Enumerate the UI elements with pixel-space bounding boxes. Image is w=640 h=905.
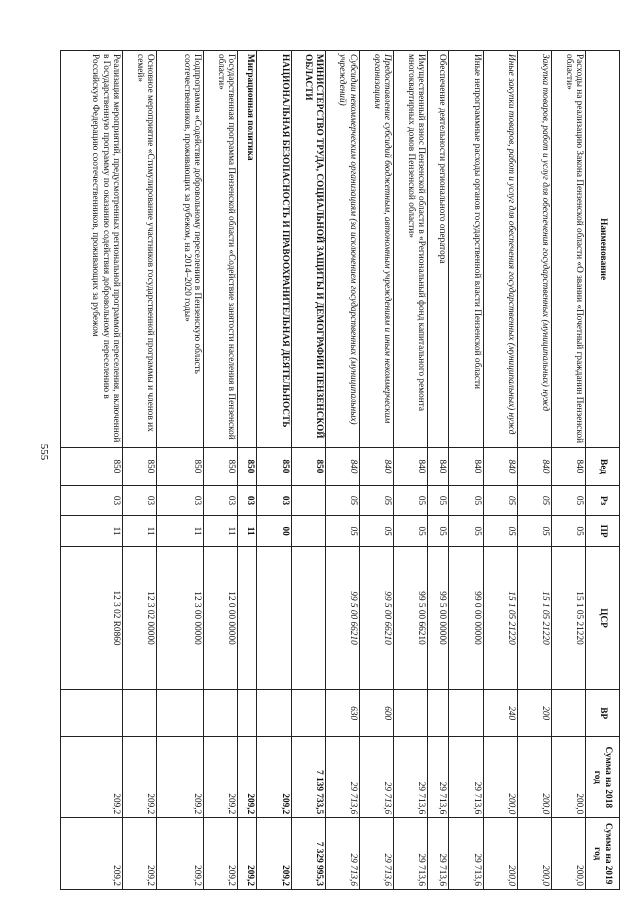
- cell-sum-2019: 29 713,6: [359, 818, 393, 890]
- cell-sum-2018: 200,0: [517, 737, 551, 818]
- cell-pr: [291, 516, 325, 547]
- cell-vr: 240: [483, 690, 517, 737]
- cell-pr: 00: [257, 516, 291, 547]
- cell-vr: [428, 690, 449, 737]
- cell-csr: 12 3 02 R0860: [61, 546, 123, 689]
- cell-vr: 630: [325, 690, 359, 737]
- cell-ved: 840: [449, 448, 483, 486]
- cell-ved: 850: [157, 448, 204, 486]
- cell-rz: 03: [157, 485, 204, 516]
- cell-csr: 99 5 00 00000: [428, 546, 449, 689]
- cell-sum-2019: 200,0: [517, 818, 551, 890]
- cell-rz: 03: [257, 485, 291, 516]
- cell-sum-2019: 200,0: [551, 818, 585, 890]
- table-row: [257, 51, 291, 890]
- cell-name: Иные непрограммные расходы органов государственной власти Пензенской области: [449, 51, 483, 448]
- cell-sum-2019: 209,2: [157, 818, 204, 890]
- header-pr: ПР: [586, 516, 620, 547]
- cell-csr: 99 5 00 66210: [325, 546, 359, 689]
- cell-name: Субсидии некоммерческим организациям (за исключением государственных (муниципальных) учреждений): [325, 51, 359, 448]
- cell-vr: [122, 690, 156, 737]
- cell-ved: 850: [291, 448, 325, 486]
- cell-ved: 840: [325, 448, 359, 486]
- header-sum-2018: Сумма на 2018 год: [586, 737, 620, 818]
- table-row: [122, 51, 156, 890]
- cell-rz: 03: [238, 485, 257, 516]
- cell-ved: 840: [428, 448, 449, 486]
- cell-csr: 99 5 00 66210: [393, 546, 427, 689]
- budget-table-rotated: [60, 50, 620, 890]
- cell-vr: [449, 690, 483, 737]
- cell-rz: 05: [449, 485, 483, 516]
- cell-pr: 11: [238, 516, 257, 547]
- cell-sum-2019: 209,2: [238, 818, 257, 890]
- cell-rz: 05: [517, 485, 551, 516]
- page-number: 555: [38, 443, 50, 461]
- cell-pr: 05: [483, 516, 517, 547]
- cell-name: Имущественный взнос Пензенской области в «Региональный фонд капитального ремонта многоквартирных домов Пензенской области»: [393, 51, 427, 448]
- cell-vr: 200: [517, 690, 551, 737]
- cell-vr: [257, 690, 291, 737]
- cell-name: Закупка товаров, работ и услуг для обеспечения государственных (муниципальных) нужд: [517, 51, 551, 448]
- cell-rz: 05: [325, 485, 359, 516]
- cell-rz: [291, 485, 325, 516]
- cell-sum-2019: 209,2: [204, 818, 238, 890]
- table-row: [551, 51, 585, 890]
- cell-csr: 12 3 00 00000: [157, 546, 204, 689]
- cell-vr: 600: [359, 690, 393, 737]
- cell-sum-2019: 209,2: [257, 818, 291, 890]
- cell-sum-2019: 209,2: [61, 818, 123, 890]
- cell-sum-2019: 29 713,6: [428, 818, 449, 890]
- table-row: [238, 51, 257, 890]
- cell-sum-2018: 200,0: [483, 737, 517, 818]
- cell-ved: 840: [551, 448, 585, 486]
- cell-sum-2018: 29 713,6: [325, 737, 359, 818]
- cell-csr: 99 0 00 00000: [449, 546, 483, 689]
- table-row: [157, 51, 204, 890]
- cell-csr: [257, 546, 291, 689]
- cell-csr: 12 0 00 00000: [204, 546, 238, 689]
- header-vr: ВР: [586, 690, 620, 737]
- header-ved: Вед: [586, 448, 620, 486]
- cell-pr: 05: [449, 516, 483, 547]
- cell-pr: 05: [325, 516, 359, 547]
- cell-ved: 850: [238, 448, 257, 486]
- cell-ved: 840: [517, 448, 551, 486]
- cell-sum-2018: 29 713,6: [393, 737, 427, 818]
- cell-sum-2018: 29 713,6: [428, 737, 449, 818]
- cell-name: МИНИСТЕРСТВО ТРУДА, СОЦИАЛЬНОЙ ЗАЩИТЫ И ДЕМОГРАФИИ ПЕНЗЕНСКОЙ ОБЛАСТИ: [291, 51, 325, 448]
- table-row: [325, 51, 359, 890]
- cell-pr: 05: [551, 516, 585, 547]
- header-row: [586, 51, 620, 890]
- cell-sum-2019: 7 329 995,3: [291, 818, 325, 890]
- cell-csr: [238, 546, 257, 689]
- cell-vr: [551, 690, 585, 737]
- cell-sum-2018: 209,2: [204, 737, 238, 818]
- cell-csr: [291, 546, 325, 689]
- cell-sum-2019: 209,2: [122, 818, 156, 890]
- table-row: [483, 51, 517, 890]
- cell-sum-2018: 209,2: [157, 737, 204, 818]
- cell-sum-2019: 29 713,6: [325, 818, 359, 890]
- cell-sum-2018: 209,2: [257, 737, 291, 818]
- cell-sum-2018: 29 713,6: [449, 737, 483, 818]
- cell-rz: 03: [122, 485, 156, 516]
- cell-pr: 05: [517, 516, 551, 547]
- cell-ved: 850: [204, 448, 238, 486]
- table-row: [449, 51, 483, 890]
- cell-sum-2018: 209,2: [238, 737, 257, 818]
- cell-name: Подпрограмма «Содействие добровольному переселению в Пензенскую область соотечественников, проживающих за рубежом, на 2014–2020 годы»: [157, 51, 204, 448]
- cell-sum-2018: 7 139 733,5: [291, 737, 325, 818]
- cell-pr: 05: [393, 516, 427, 547]
- cell-ved: 840: [393, 448, 427, 486]
- header-sum-2019: Сумма на 2019 год: [586, 818, 620, 890]
- cell-rz: 05: [428, 485, 449, 516]
- cell-pr: 11: [122, 516, 156, 547]
- header-name: Наименование: [586, 51, 620, 448]
- cell-name: Основное мероприятие «Стимулирование участников государственной программы и членов их семей»: [122, 51, 156, 448]
- cell-sum-2019: 200,0: [483, 818, 517, 890]
- cell-name: Расходы на реализацию Закона Пензенской области «О звании «Почетный гражданин Пензенской области»: [551, 51, 585, 448]
- table-row: [61, 51, 123, 890]
- cell-pr: 05: [428, 516, 449, 547]
- cell-pr: 11: [157, 516, 204, 547]
- cell-pr: 11: [61, 516, 123, 547]
- cell-sum-2019: 29 713,6: [449, 818, 483, 890]
- budget-table: [60, 50, 620, 890]
- cell-name: Реализация мероприятий, предусмотренных региональной программой переселения, включенной в Государственную программу по оказанию содействия добровольному переселению в Российскую Федерацию соотечественников, проживающих за рубежом: [61, 51, 123, 448]
- cell-rz: 05: [359, 485, 393, 516]
- cell-name: Предоставление субсидий бюджетным, автономным учреждениям и иным некоммерческим организациям: [359, 51, 393, 448]
- cell-sum-2018: 209,2: [122, 737, 156, 818]
- cell-vr: [393, 690, 427, 737]
- cell-name: Миграционная политика: [238, 51, 257, 448]
- cell-name: НАЦИОНАЛЬНАЯ БЕЗОПАСНОСТЬ И ПРАВООХРАНИТЕЛЬНАЯ ДЕЯТЕЛЬНОСТЬ: [257, 51, 291, 448]
- cell-vr: [238, 690, 257, 737]
- table-row: [517, 51, 551, 890]
- cell-ved: 840: [359, 448, 393, 486]
- cell-rz: 03: [61, 485, 123, 516]
- cell-ved: 850: [61, 448, 123, 486]
- header-rz: Рз: [586, 485, 620, 516]
- cell-rz: 05: [551, 485, 585, 516]
- cell-rz: 05: [393, 485, 427, 516]
- table-row: [359, 51, 393, 890]
- cell-csr: 15 1 05 21220: [517, 546, 551, 689]
- cell-name: Государственная программа Пензенской области «Содействие занятости населения в Пензенской области»: [204, 51, 238, 448]
- cell-name: Иные закупки товаров, работ и услуг для обеспечения государственных (муниципальных) нужд: [483, 51, 517, 448]
- cell-vr: [61, 690, 123, 737]
- cell-ved: 850: [257, 448, 291, 486]
- cell-ved: 840: [483, 448, 517, 486]
- cell-sum-2019: 29 713,6: [393, 818, 427, 890]
- table-row: [291, 51, 325, 890]
- cell-sum-2018: 200,0: [551, 737, 585, 818]
- cell-csr: 15 1 05 21220: [483, 546, 517, 689]
- cell-rz: 05: [483, 485, 517, 516]
- cell-sum-2018: 209,2: [61, 737, 123, 818]
- cell-rz: 03: [204, 485, 238, 516]
- cell-name: Обеспечение деятельности регионального оператора: [428, 51, 449, 448]
- cell-vr: [291, 690, 325, 737]
- table-row: [393, 51, 427, 890]
- cell-csr: 99 5 00 66210: [359, 546, 393, 689]
- cell-vr: [157, 690, 204, 737]
- cell-csr: 12 3 02 00000: [122, 546, 156, 689]
- cell-vr: [204, 690, 238, 737]
- cell-pr: 11: [204, 516, 238, 547]
- header-csr: ЦСР: [586, 546, 620, 689]
- cell-ved: 850: [122, 448, 156, 486]
- cell-sum-2018: 29 713,6: [359, 737, 393, 818]
- cell-csr: 15 1 05 21220: [551, 546, 585, 689]
- table-row: [428, 51, 449, 890]
- table-row: [204, 51, 238, 890]
- cell-pr: 05: [359, 516, 393, 547]
